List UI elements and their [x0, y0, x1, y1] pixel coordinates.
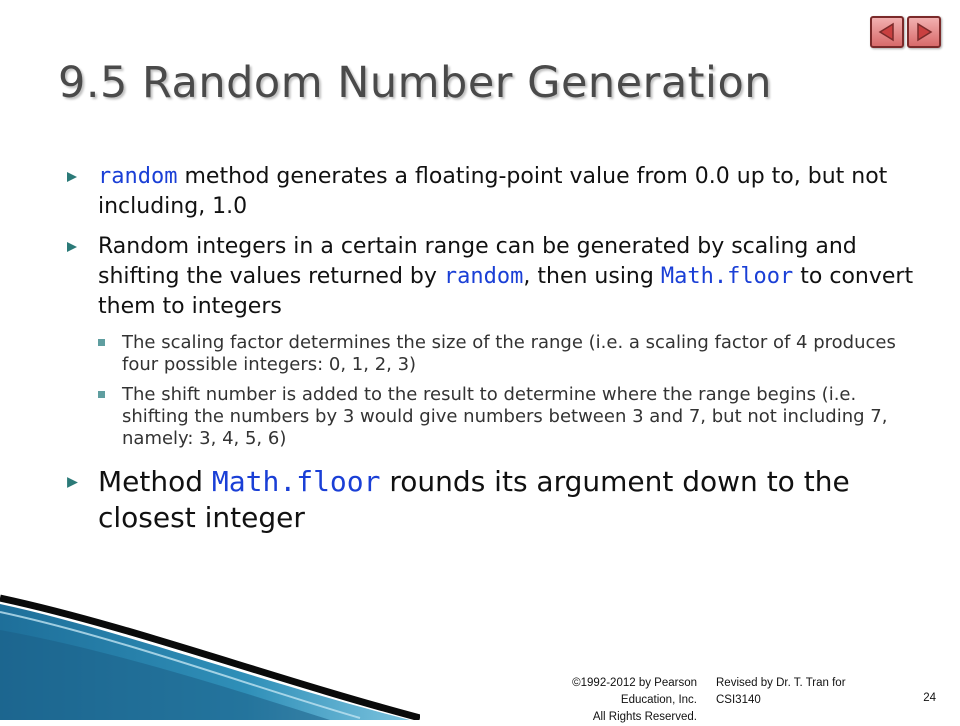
square-bullet-icon — [98, 391, 105, 398]
bullet-text: rounds its argument down to the closest integer — [98, 465, 850, 534]
bullet-text: , then using — [523, 264, 661, 289]
copyright-notice — [535, 675, 697, 726]
bullet-text: to convert them to integers — [98, 264, 914, 319]
revised-line-1: Revised by Dr. T. Tran for — [716, 677, 846, 689]
slide-title: 9.5 Random Number Generation — [58, 58, 773, 108]
slide-navigation — [870, 16, 941, 48]
decorative-swoosh — [0, 590, 420, 720]
code-math-floor: Math.floor — [211, 465, 381, 498]
bullet-text: method generates a floating-point value from 0.0 up to, but not including, 1.0 — [98, 164, 888, 219]
bullet-2 — [66, 232, 916, 322]
arrow-bullet-icon — [66, 171, 78, 183]
bullet-text: Method — [98, 465, 212, 498]
arrow-bullet-icon — [66, 241, 78, 253]
sub-bullet-text: The shift number is added to the result to determine where the range begins (i.e. shifting the numbers by 3 would give numbers between 3 and 7, but not including 7, namely: 3, 4, 5, 6) — [122, 384, 888, 449]
page-number: 24 — [923, 692, 936, 704]
code-random: random — [98, 164, 178, 189]
copyright-line-2: All Rights Reserved. — [592, 711, 697, 723]
code-random: random — [443, 264, 524, 289]
code-math-floor: Math.floor — [660, 264, 794, 289]
revised-line-2: CSI3140 — [716, 694, 761, 706]
triangle-right-icon — [914, 22, 934, 42]
bullet-3 — [66, 464, 916, 536]
square-bullet-icon — [98, 339, 105, 346]
arrow-bullet-icon — [66, 476, 79, 489]
sub-bullet-text: The scaling factor determines the size of the range (i.e. a scaling factor of 4 produces four possible integers: 0, 1, 2, 3) — [122, 332, 896, 375]
triangle-left-icon — [877, 22, 897, 42]
revision-note — [716, 675, 896, 709]
bullet-1 — [66, 162, 916, 222]
sub-bullet-2 — [90, 384, 916, 450]
sub-bullet-1 — [90, 332, 916, 376]
previous-slide-button[interactable] — [870, 16, 904, 48]
bullet-text: Random integers in a certain range can be generated by scaling and shifting the values returned by — [98, 234, 857, 289]
slide-content — [66, 162, 916, 536]
copyright-line-1: ©1992-2012 by Pearson Education, Inc. — [572, 677, 697, 706]
next-slide-button[interactable] — [907, 16, 941, 48]
